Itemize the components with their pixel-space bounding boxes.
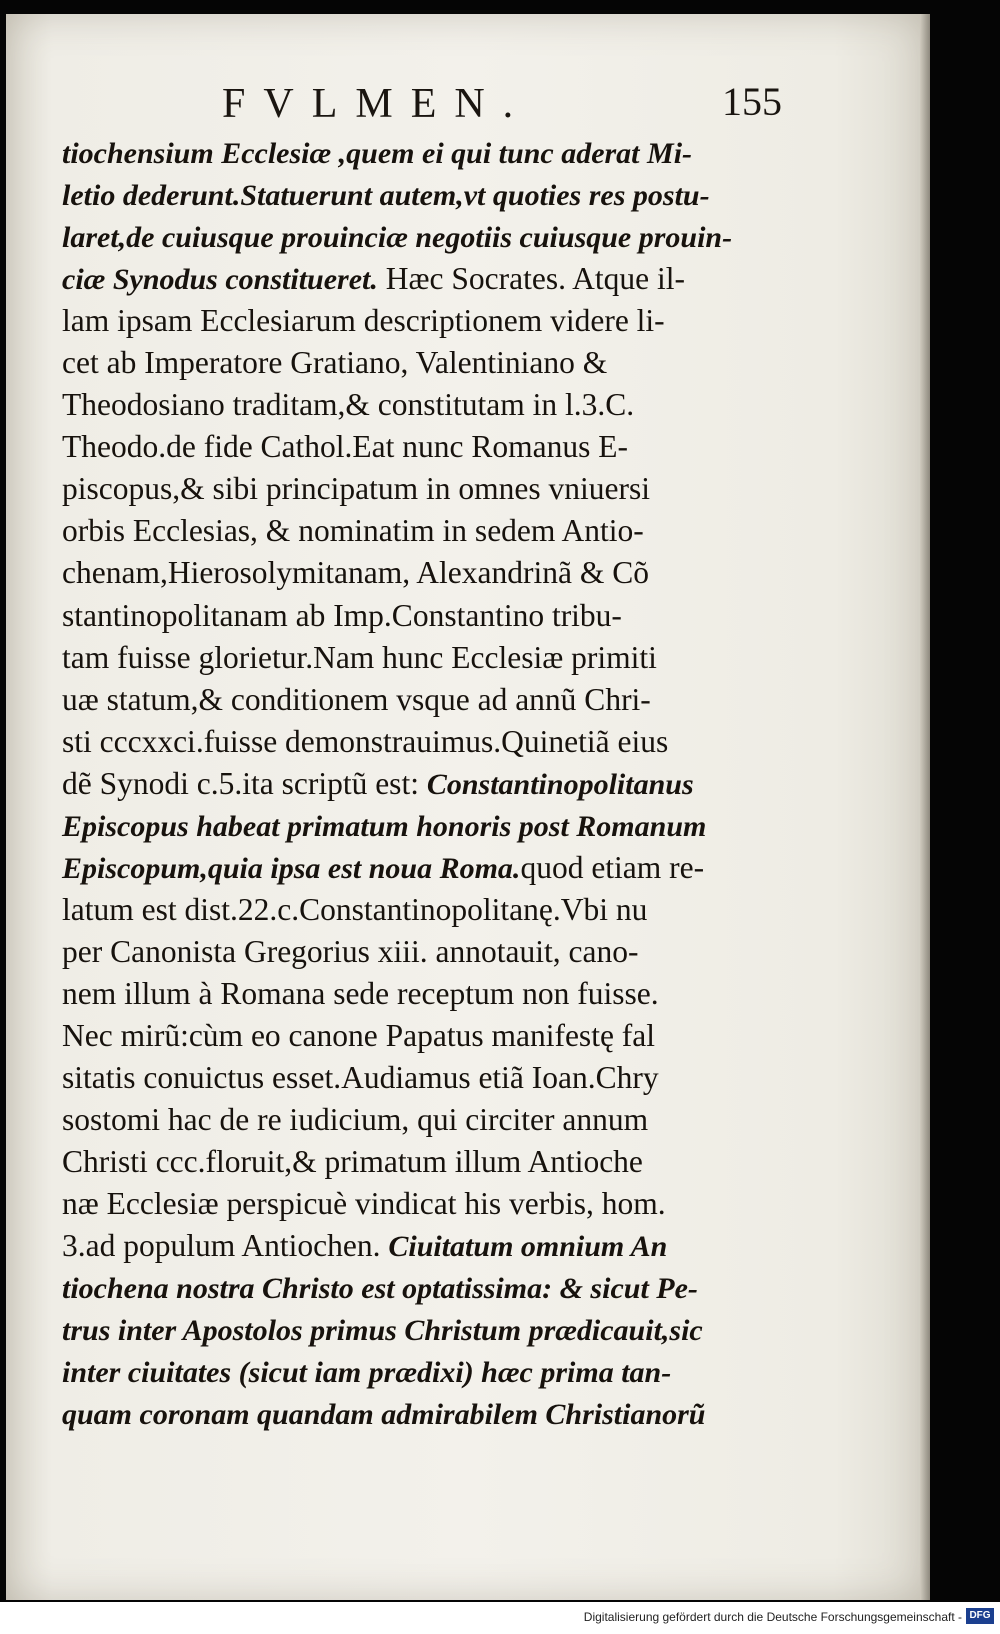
text-line [62, 258, 782, 300]
text-line [62, 342, 782, 384]
text-line [62, 1393, 782, 1435]
text-segment: letio dederunt.Statuerunt autem,vt quoties res postu- [62, 179, 710, 213]
text-line [62, 174, 782, 216]
text-segment: Episcopus habeat primatum honoris post Romanum [62, 809, 707, 843]
text-line [62, 468, 782, 510]
text-segment: per Canonista Gregorius xiii. annotauit, cano- [62, 933, 639, 969]
text-segment: Theodo.de fide Cathol.Eat nunc Romanus E- [62, 429, 628, 465]
text-line [62, 973, 782, 1015]
text-line [62, 1309, 782, 1351]
text-line [62, 1057, 782, 1099]
text-line [62, 637, 782, 679]
text-segment: Theodosiano traditam,& constitutam in l.3.C. [62, 387, 635, 423]
text-line [62, 931, 782, 973]
text-line [62, 763, 782, 805]
text-segment: Ciuitatum omnium An [388, 1230, 668, 1264]
text-segment: ciæ Synodus constitueret. [62, 263, 378, 297]
text-segment: tam fuisse glorietur.Nam hunc Ecclesiæ primiti [62, 639, 657, 675]
dfg-logo: DFG [966, 1608, 994, 1624]
text-segment: Episcopum,quia ipsa est noua Roma. [62, 851, 521, 885]
page-header [222, 80, 782, 130]
text-line [62, 847, 782, 889]
text-line [62, 552, 782, 594]
text-line [62, 510, 782, 552]
text-segment: cet ab Imperatore Gratiano, Valentiniano & [62, 345, 608, 381]
text-segment: latum est dist.22.c.Constantinopolitanę.Vbi nu [62, 891, 648, 927]
text-line [62, 300, 782, 342]
text-segment: sostomi hac de re iudicium, qui circiter annum [62, 1102, 649, 1138]
text-segment: trus inter Apostolos primus Christum prædicauit,sic [62, 1314, 703, 1348]
text-segment: orbis Ecclesias, & nominatim in sedem Antio- [62, 513, 644, 549]
text-line [62, 426, 782, 468]
text-segment: næ Ecclesiæ perspicuè vindicat his verbis, hom. [62, 1186, 666, 1222]
page-edge [920, 14, 930, 1600]
text-segment: sti cccxxci.fuisse demonstrauimus.Quinetiã eius [62, 723, 669, 759]
text-segment: laret,de cuiusque prouinciæ negotiis cuiusque prouin- [62, 221, 733, 255]
running-head: FVLMEN. [222, 81, 532, 127]
text-line [62, 1183, 782, 1225]
text-line [62, 1015, 782, 1057]
text-line [62, 889, 782, 931]
text-segment: tiochena nostra Christo est optatissima: & sicut Pe- [62, 1272, 698, 1306]
text-segment: Constantinopolitanus [426, 767, 694, 801]
text-segment: piscopus,& sibi principatum in omnes vniuersi [62, 471, 650, 507]
text-segment: Nec mirũ:cùm eo canone Papatus manifestę fal [62, 1017, 656, 1053]
text-line [62, 1225, 782, 1267]
text-segment: quod etiam re- [520, 849, 705, 885]
text-line [62, 1351, 782, 1393]
text-segment: nem illum à Romana sede receptum non fuisse. [62, 975, 659, 1011]
text-segment: dẽ Synodi c.5.ita scriptũ est: [62, 765, 427, 801]
text-segment: lam ipsam Ecclesiarum descriptionem videre li- [62, 303, 665, 339]
text-segment: Christi ccc.floruit,& primatum illum Antioche [62, 1144, 643, 1180]
text-line [62, 1099, 782, 1141]
text-segment: uæ statum,& conditionem vsque ad annũ Chri- [62, 681, 651, 717]
footer-bar [0, 1602, 1000, 1634]
text-segment: stantinopolitanam ab Imp.Constantino tribu- [62, 597, 622, 633]
funding-credit: Digitalisierung gefördert durch die Deutsche Forschungsgemeinschaft - [583, 1610, 962, 1624]
text-line [62, 679, 782, 721]
text-line [62, 1267, 782, 1309]
text-segment: sitatis conuictus esset.Audiamus etiã Ioan.Chry [62, 1060, 659, 1096]
text-segment: 3.ad populum Antiochen. [62, 1228, 389, 1264]
body-text [62, 132, 782, 1435]
text-segment: chenam,Hierosolymitanam, Alexandrinã & Cõ [62, 555, 649, 591]
text-segment: quam coronam quandam admirabilem Christianorũ [62, 1398, 706, 1432]
text-line [62, 384, 782, 426]
text-line [62, 132, 782, 174]
text-line [62, 1141, 782, 1183]
text-segment: Hæc Socrates. Atque il- [377, 261, 685, 297]
text-segment: tiochensium Ecclesiæ ,quem ei qui tunc aderat Mi- [62, 137, 693, 170]
text-line [62, 721, 782, 763]
text-segment: inter ciuitates (sicut iam prædixi) hæc prima tan- [62, 1356, 672, 1390]
text-line [62, 805, 782, 847]
text-line [62, 595, 782, 637]
page-number: 155 [722, 79, 782, 124]
text-line [62, 216, 782, 258]
